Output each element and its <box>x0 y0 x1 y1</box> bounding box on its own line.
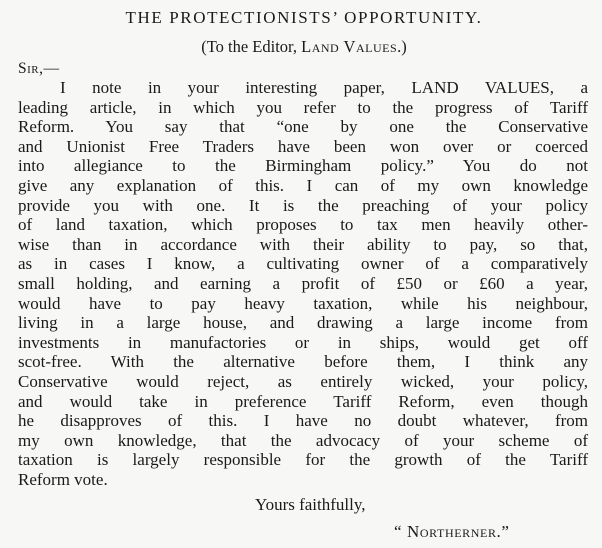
body-line: Reform. You say that “one by one the Conservative <box>18 117 588 137</box>
subtitle-suffix: .) <box>397 37 407 56</box>
body-line: as in cases I know, a cultivating owner of a comparatively <box>18 254 588 274</box>
letter-subtitle <box>18 36 590 58</box>
body-line: scot-free. With the alternative before them, I think any <box>18 352 588 372</box>
body-line: leading article, in which you refer to the progress of Tariff <box>18 97 588 117</box>
body-line: provide you with one. It is the preaching of your policy <box>18 195 588 215</box>
body-line: he disapproves of this. I have no doubt whatever, from <box>18 411 588 431</box>
body-line: wise than in accordance with their ability to pay, so that, <box>18 234 588 254</box>
body-line: living in a large house, and drawing a large income from <box>18 313 588 333</box>
body-line: into allegiance to the Birmingham policy.” You do not <box>18 156 588 176</box>
body-line: of land taxation, which proposes to tax men heavily other- <box>18 215 588 235</box>
letter-body <box>18 78 590 489</box>
body-line: Reform vote. <box>18 469 108 489</box>
letter-title: THE PROTECTIONISTS’ OPPORTUNITY. <box>125 8 483 27</box>
body-line: my own knowledge, that the advocacy of your scheme of <box>18 430 588 450</box>
body-line: Conservative would reject, as entirely wicked, your policy, <box>18 371 588 391</box>
body-line: and Unionist Free Traders have been won over or coerced <box>18 136 588 156</box>
body-line: give any explanation of this. I can of my own knowledge <box>18 175 588 195</box>
salutation: Sir,— <box>18 60 60 77</box>
body-line: small holding, and earning a profit of £50 or £60 a year, <box>18 273 588 293</box>
body-line: taxation is largely responsible for the growth of the Tariff <box>18 450 588 470</box>
subtitle-prefix: (To the Editor, <box>201 37 302 56</box>
body-line: I note in your interesting paper, LAND VALUES, a <box>60 78 588 97</box>
body-line: would have to pay heavy taxation, while his neighbour, <box>18 293 588 313</box>
signature: “ Northerner.” <box>394 522 510 542</box>
closing-phrase: Yours faithfully, <box>255 495 366 515</box>
subtitle-journal-name: Land Values <box>301 37 398 56</box>
body-line: and would take in preference Tariff Reform, even though <box>18 391 588 411</box>
body-line: investments in manufactories or in ships, would get off <box>18 332 588 352</box>
